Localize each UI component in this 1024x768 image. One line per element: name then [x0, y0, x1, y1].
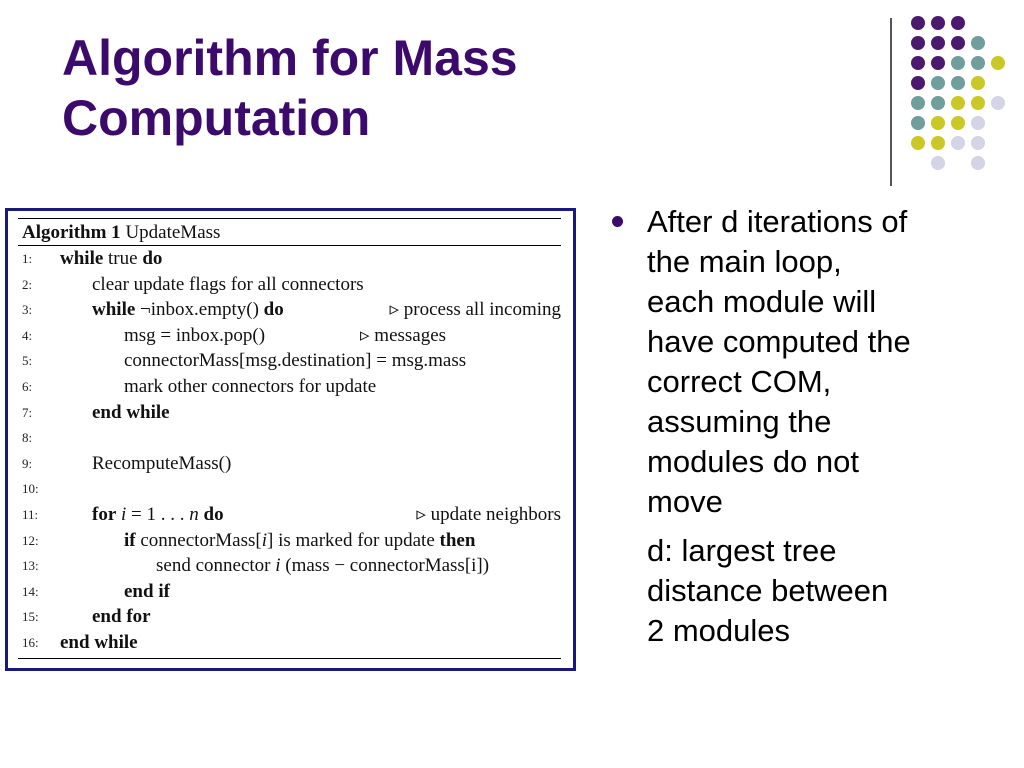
decor-dot — [991, 96, 1005, 110]
decor-dot — [971, 36, 985, 50]
decor-dot — [971, 116, 985, 130]
decor-dot — [931, 16, 945, 30]
algorithm-line — [18, 604, 561, 630]
line-number: 2: — [22, 276, 33, 292]
line-code — [92, 400, 170, 426]
decor-dot — [971, 76, 985, 90]
bullet-item — [612, 202, 1012, 522]
line-number: 3: — [22, 302, 33, 318]
line-number: 9: — [22, 455, 33, 471]
code-text: = 1 . . . — [131, 503, 190, 525]
decor-dot — [911, 96, 925, 110]
line-number: 13: — [22, 558, 39, 574]
algorithm-line — [18, 579, 561, 605]
decorative-divider — [890, 18, 892, 186]
algorithm-line — [18, 400, 561, 426]
code-text: (mass − connectorMass[i]) — [280, 555, 490, 577]
bullet-text — [647, 202, 1012, 522]
decor-dot — [951, 56, 965, 70]
decor-dot — [911, 136, 925, 150]
line-code: clear update flags for all connectors — [92, 273, 364, 295]
bullet-line: modules do not — [647, 444, 859, 479]
sub-paragraph-text — [647, 531, 1012, 651]
bullet-line: have computed the — [647, 324, 911, 359]
decor-dot — [951, 36, 965, 50]
algorithm-line — [18, 553, 561, 579]
algorithm-line — [18, 476, 561, 502]
keyword: end while — [60, 631, 138, 653]
line-comment: ▹ update neighbors — [416, 503, 561, 525]
line-code — [60, 246, 162, 272]
line-number: 4: — [22, 327, 33, 343]
bullet-line: After d iterations of — [647, 204, 908, 239]
sub-line: 2 modules — [647, 613, 791, 648]
line-number: 1: — [22, 251, 33, 266]
algorithm-line — [18, 246, 561, 272]
algorithm-line — [18, 425, 561, 451]
decor-dot — [971, 96, 985, 110]
math-var: i — [275, 555, 281, 577]
decor-dot — [931, 96, 945, 110]
bullet-line: assuming the — [647, 404, 832, 439]
keyword: for — [92, 503, 117, 525]
bullet-list — [612, 202, 1012, 651]
line-code — [124, 579, 170, 605]
code-text: ¬inbox.empty() — [135, 299, 264, 321]
sub-line: distance between — [647, 573, 889, 608]
line-number: 8: — [22, 430, 33, 446]
keyword: while — [92, 299, 136, 321]
keyword: do — [142, 248, 163, 269]
line-code: mark other connectors for update — [124, 375, 377, 397]
title-line-2: Computation — [62, 90, 371, 146]
decor-dot — [931, 156, 945, 170]
line-number: 16: — [22, 634, 39, 650]
line-code — [60, 630, 138, 656]
title-line-1: Algorithm for Mass — [62, 30, 518, 86]
decor-dot — [951, 136, 965, 150]
math-var: n — [189, 503, 199, 525]
algorithm-line — [18, 272, 561, 298]
algorithm-line — [18, 528, 561, 554]
algorithm-line — [18, 323, 561, 349]
decor-dot — [931, 136, 945, 150]
line-comment: ▹ process all incoming — [389, 299, 561, 321]
decor-dot — [911, 56, 925, 70]
keyword: while — [60, 248, 104, 269]
bullet-line: each module will — [647, 284, 877, 319]
decor-dot — [951, 16, 965, 30]
line-code: msg = inbox.pop() — [124, 324, 266, 346]
line-code — [92, 604, 151, 630]
line-code: connectorMass[msg.destination] = msg.mass — [124, 350, 467, 372]
keyword: end while — [92, 401, 170, 423]
code-text: send connector — [156, 555, 276, 577]
decor-dot — [931, 76, 945, 90]
code-text: true — [103, 248, 143, 269]
math-var: i — [261, 529, 267, 551]
line-number: 11: — [22, 506, 39, 522]
decor-dot — [911, 76, 925, 90]
line-code — [92, 297, 284, 323]
sub-line: d: largest tree — [647, 533, 837, 568]
decor-dot — [911, 116, 925, 130]
algorithm-bottom-rule — [18, 658, 561, 659]
line-number: 7: — [22, 404, 33, 420]
line-code — [92, 502, 224, 528]
line-code: RecomputeMass() — [92, 452, 232, 474]
line-number: 14: — [22, 583, 39, 599]
bullet-line: move — [647, 484, 723, 519]
decor-dot — [911, 36, 925, 50]
algorithm-line — [18, 348, 561, 374]
line-number: 15: — [22, 609, 39, 625]
decor-dot — [951, 96, 965, 110]
algorithm-line — [18, 374, 561, 400]
line-number: 10: — [22, 481, 39, 497]
code-text: ] is marked for update — [267, 529, 440, 551]
algorithm-figure — [5, 208, 576, 671]
decor-dot — [951, 116, 965, 130]
keyword: do — [263, 299, 284, 321]
line-code — [124, 528, 475, 554]
decor-dot — [971, 156, 985, 170]
line-number: 6: — [22, 378, 33, 394]
keyword: then — [439, 529, 476, 551]
decor-dot — [971, 56, 985, 70]
keyword: if — [124, 529, 136, 551]
decor-dot — [931, 36, 945, 50]
math-var: i — [116, 503, 132, 525]
keyword: do — [198, 503, 224, 525]
algorithm-name: UpdateMass — [125, 222, 221, 243]
bullet-icon — [612, 216, 623, 227]
algorithm-listing — [18, 218, 561, 659]
algorithm-line — [18, 297, 561, 323]
keyword: end for — [92, 606, 151, 628]
decor-dot — [991, 56, 1005, 70]
line-code — [156, 553, 489, 579]
decor-dot — [911, 16, 925, 30]
bullet-line: the main loop, — [647, 244, 842, 279]
decor-dot — [971, 136, 985, 150]
algorithm-line — [18, 451, 561, 477]
algorithm-label: Algorithm 1 — [22, 222, 121, 243]
algorithm-header — [18, 219, 561, 246]
slide-title — [62, 28, 862, 148]
decor-dot — [931, 116, 945, 130]
line-number: 5: — [22, 353, 33, 369]
algorithm-line — [18, 630, 561, 656]
line-number: 12: — [22, 532, 39, 548]
keyword: end if — [124, 580, 170, 602]
decor-dot — [931, 56, 945, 70]
code-text: connectorMass[ — [135, 529, 262, 551]
bullet-line: correct COM, — [647, 364, 832, 399]
line-comment: ▹ messages — [360, 324, 447, 346]
algorithm-line — [18, 502, 561, 528]
decor-dot — [951, 76, 965, 90]
sub-paragraph — [612, 531, 1012, 651]
